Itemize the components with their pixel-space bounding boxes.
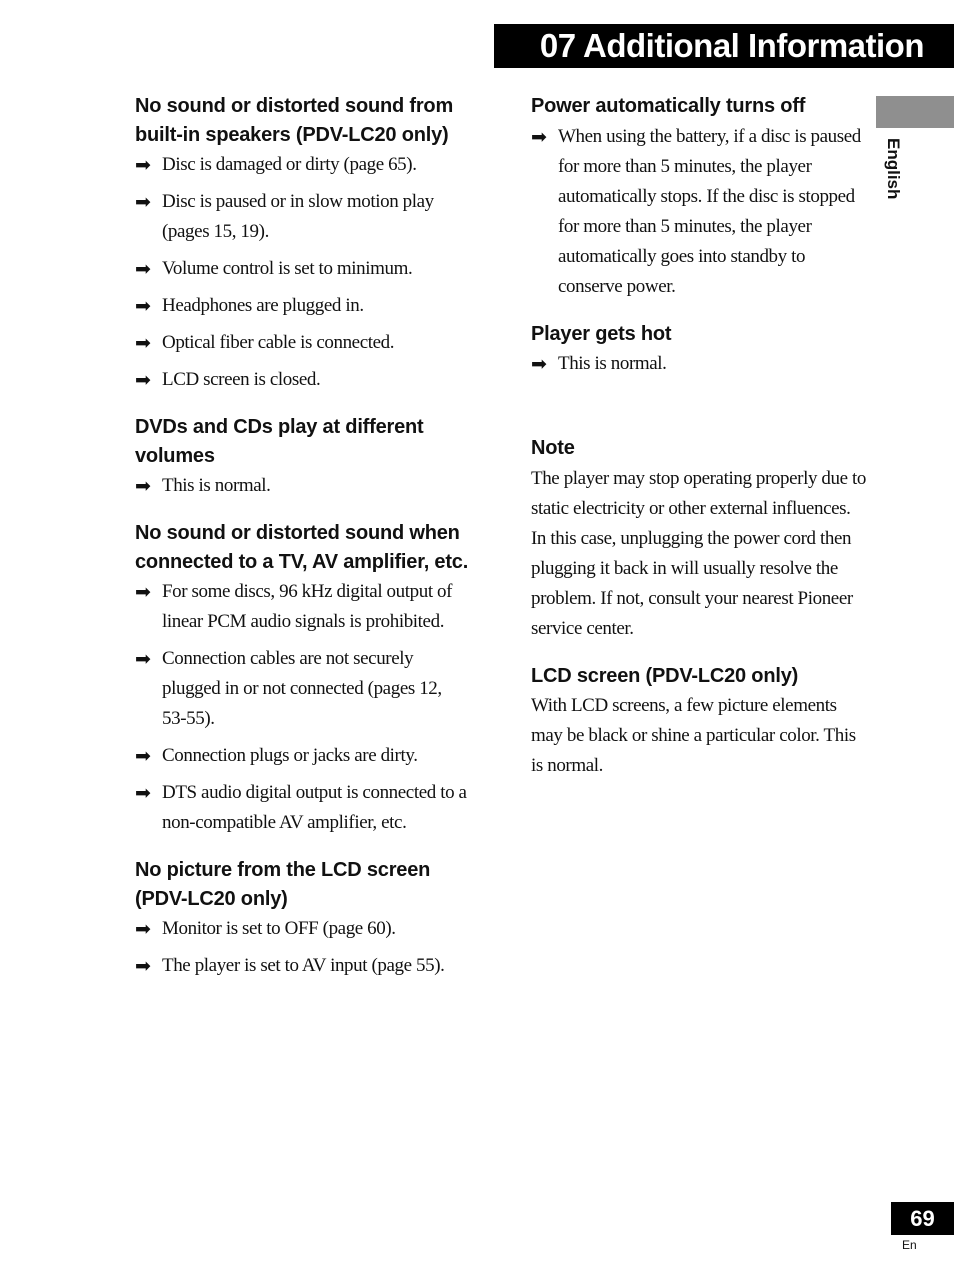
language-tab xyxy=(876,96,954,128)
section-lcd-picture xyxy=(135,856,470,981)
arrow-right-icon: ➡ xyxy=(135,955,151,977)
section-power-off xyxy=(531,92,866,302)
arrow-right-icon: ➡ xyxy=(135,295,151,317)
arrow-right-icon: ➡ xyxy=(531,125,547,148)
section-speaker-sound xyxy=(135,92,470,395)
section-heading: Power automatically turns off xyxy=(531,95,806,117)
page-language-code: En xyxy=(902,1238,917,1252)
list-item: ➡ This is normal. xyxy=(531,349,866,379)
list-item: ➡ For some discs, 96 kHz digital output of linear PCM audio signals is prohibited. xyxy=(135,577,470,637)
arrow-right-icon: ➡ xyxy=(135,191,151,213)
note-heading: Note xyxy=(531,437,575,459)
arrow-right-icon: ➡ xyxy=(135,369,151,391)
arrow-right-icon: ➡ xyxy=(135,782,151,804)
chapter-title: 07 Additional Information xyxy=(539,27,924,64)
section-lcd-screen xyxy=(531,662,866,782)
list-item: ➡ Monitor is set to OFF (page 60). xyxy=(135,914,470,944)
arrow-right-icon: ➡ xyxy=(135,918,151,940)
list-item: ➡ When using the battery, if a disc is paused for more than 5 minutes, the player automatically stops. If the disc is stopped for more than 5 minutes, the player automatically goes into standby to conserve power. xyxy=(531,122,866,302)
section-tv-sound xyxy=(135,519,470,838)
arrow-right-icon: ➡ xyxy=(135,154,151,176)
note-text: The player may stop operating properly due to static electricity or other external influences. In this case, unplugging the power cord then plugging it back in will usually resolve the problem. If not, consult your nearest Pioneer service center. xyxy=(531,467,866,639)
note-section xyxy=(531,434,866,644)
chapter-header xyxy=(494,24,954,68)
section-heading: No sound or distorted sound when connected to a TV, AV amplifier, etc. xyxy=(135,522,469,573)
arrow-right-icon: ➡ xyxy=(135,648,151,670)
arrow-right-icon: ➡ xyxy=(135,475,151,497)
right-column xyxy=(531,92,866,781)
section-heading: Player gets hot xyxy=(531,322,672,345)
arrow-right-icon: ➡ xyxy=(135,332,151,354)
arrow-right-icon: ➡ xyxy=(135,581,151,603)
lcd-text: With LCD screens, a few picture elements may be black or shine a particular color. This is normal. xyxy=(531,695,856,776)
page-number-box xyxy=(891,1202,954,1235)
section-heading: LCD screen (PDV-LC20 only) xyxy=(531,664,799,687)
language-label xyxy=(875,138,905,210)
list-item: ➡ Connection plugs or jacks are dirty. xyxy=(135,741,470,771)
section-heading: DVDs and CDs play at different volumes xyxy=(135,416,424,467)
arrow-right-icon: ➡ xyxy=(531,353,547,375)
arrow-right-icon: ➡ xyxy=(135,745,151,767)
list-item: ➡ This is normal. xyxy=(135,471,470,501)
section-player-hot xyxy=(531,320,866,380)
list-item: ➡ Disc is damaged or dirty (page 65). xyxy=(135,150,470,180)
list-item: ➡ The player is set to AV input (page 55). xyxy=(135,951,470,981)
section-heading: No picture from the LCD screen (PDV-LC20 only) xyxy=(135,859,431,910)
section-volumes xyxy=(135,413,470,501)
list-item: ➡ Optical fiber cable is connected. xyxy=(135,328,470,358)
list-item: ➡ Volume control is set to minimum. xyxy=(135,254,470,284)
list-item: ➡ Connection cables are not securely plugged in or not connected (pages 12, 53-55). xyxy=(135,644,470,734)
page-number: 69 xyxy=(910,1206,935,1231)
list-item: ➡ DTS audio digital output is connected to a non-compatible AV amplifier, etc. xyxy=(135,778,470,838)
list-item: ➡ Headphones are plugged in. xyxy=(135,291,470,321)
list-item: ➡ LCD screen is closed. xyxy=(135,365,470,395)
arrow-right-icon: ➡ xyxy=(135,258,151,280)
section-heading: No sound or distorted sound from built-in speakers (PDV-LC20 only) xyxy=(135,95,454,146)
language-label-text: English xyxy=(884,138,903,200)
list-item: ➡ Disc is paused or in slow motion play (pages 15, 19). xyxy=(135,187,470,247)
left-column xyxy=(135,92,470,981)
